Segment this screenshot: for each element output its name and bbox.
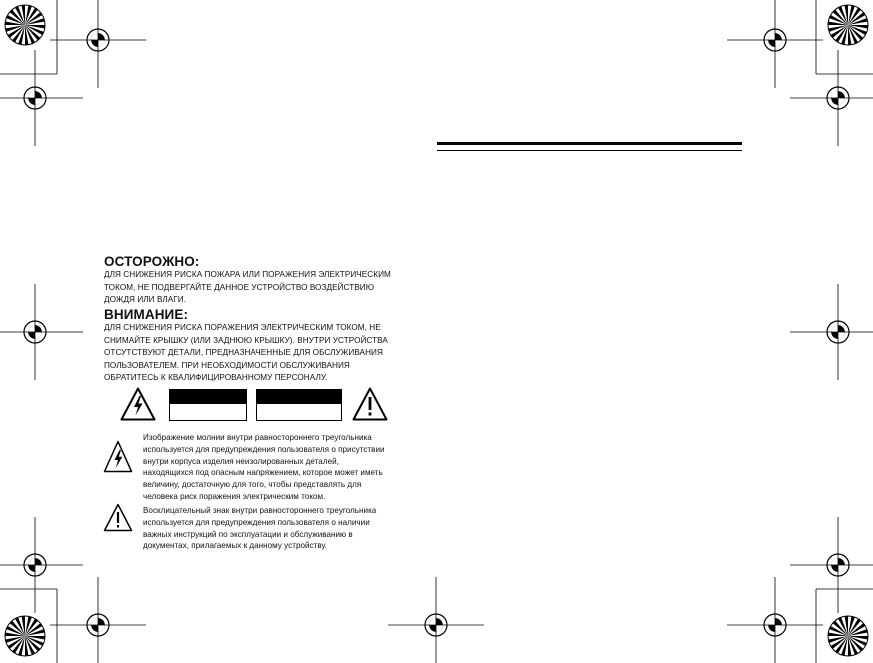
- section-rule-thick: [437, 142, 742, 145]
- explanation-line: Восклицательный знак внутри равностороннего треугольника: [143, 506, 377, 515]
- attention-line: ДЛЯ СНИЖЕНИЯ РИСКА ПОРАЖЕНИЯ ЭЛЕКТРИЧЕСКИМ ТОКОМ, НЕ: [104, 323, 381, 332]
- starburst-calibration-icon: [5, 616, 45, 656]
- attention-heading: ВНИМАНИЕ:: [104, 307, 189, 322]
- caution-heading: ОСТОРОЖНО:: [104, 254, 200, 269]
- caution-line: ДОЖДЯ ИЛИ ВЛАГИ.: [104, 295, 187, 305]
- attention-line: ОТСУТСТВУЮТ ДЕТАЛИ, ПРЕДНАЗНАЧЕННЫЕ ДЛЯ ОБСЛУЖИВАНИЯ: [104, 348, 383, 358]
- caution-line: ДЛЯ СНИЖЕНИЯ РИСКА ПОЖАРА ИЛИ ПОРАЖЕНИЯ ЭЛЕКТРИЧЕСКИМ: [104, 270, 391, 279]
- explanation-line: используется для предупреждения пользователя о присутствии: [143, 444, 385, 454]
- starburst-calibration-icon: [828, 5, 868, 45]
- explanation-line: величину, достаточную для того, чтобы представлять для: [143, 480, 362, 490]
- lightning-warning-icon: [103, 440, 133, 473]
- section-rule-thin: [437, 150, 742, 151]
- explanation-line: человека риск поражения электрическим током.: [143, 491, 326, 501]
- registration-target-icon: [790, 517, 873, 613]
- attention-line: СНИМАЙТЕ КРЫШКУ (ИЛИ ЗАДНЮЮ КРЫШКУ). ВНУТРИ УСТРОЙСТВА: [104, 335, 388, 345]
- lightning-symbol-explanation: [143, 432, 415, 503]
- explanation-line: Изображение молнии внутри равностороннего треугольника: [143, 433, 372, 442]
- explanation-line: используется для предупреждения пользователя о наличии: [143, 517, 370, 527]
- explanation-line: внутри корпуса изделия неизолированных деталей,: [143, 456, 339, 466]
- attention-section: [104, 307, 414, 385]
- exclamation-warning-icon: [352, 387, 388, 421]
- explanation-line: находящихся под опасным напряжением, которое может иметь: [143, 468, 383, 478]
- caution-section: [104, 254, 414, 307]
- explanation-line: документах, прилагаемых к данному устройству.: [143, 541, 327, 551]
- caution-label-graphic: [256, 389, 342, 421]
- caution-body: [104, 269, 414, 307]
- exclamation-warning-icon: [103, 503, 133, 532]
- registration-target-icon: [790, 284, 873, 380]
- caution-label-graphic: [169, 389, 247, 421]
- registration-target-icon: [790, 50, 873, 146]
- registration-target-icon: [0, 517, 83, 613]
- explanation-line: важных инструкций по эксплуатации и обслуживанию в: [143, 529, 353, 539]
- caution-line: ТОКОМ, НЕ ПОДВЕРГАЙТЕ ДАННОЕ УСТРОЙСТВО ВОЗДЕЙСТВИЮ: [104, 282, 375, 292]
- registration-target-icon: [50, 577, 146, 663]
- registration-target-icon: [0, 284, 83, 380]
- attention-line: ОБРАТИТЕСЬ К КВАЛИФИЦИРОВАННОМУ ПЕРСОНАЛУ.: [104, 373, 328, 383]
- registration-target-icon: [727, 0, 823, 88]
- starburst-calibration-icon: [828, 616, 868, 656]
- attention-body: [104, 322, 414, 385]
- attention-line: ПОЛЬЗОВАТЕЛЕМ. ПРИ НЕОБХОДИМОСТИ ОБСЛУЖИВАНИЯ: [104, 360, 350, 370]
- lightning-warning-icon: [120, 387, 156, 421]
- starburst-calibration-icon: [5, 5, 45, 45]
- exclamation-symbol-explanation: [143, 505, 415, 551]
- registration-target-icon: [50, 0, 146, 88]
- registration-target-icon: [727, 577, 823, 663]
- registration-target-icon: [0, 50, 83, 146]
- registration-target-icon: [388, 577, 484, 663]
